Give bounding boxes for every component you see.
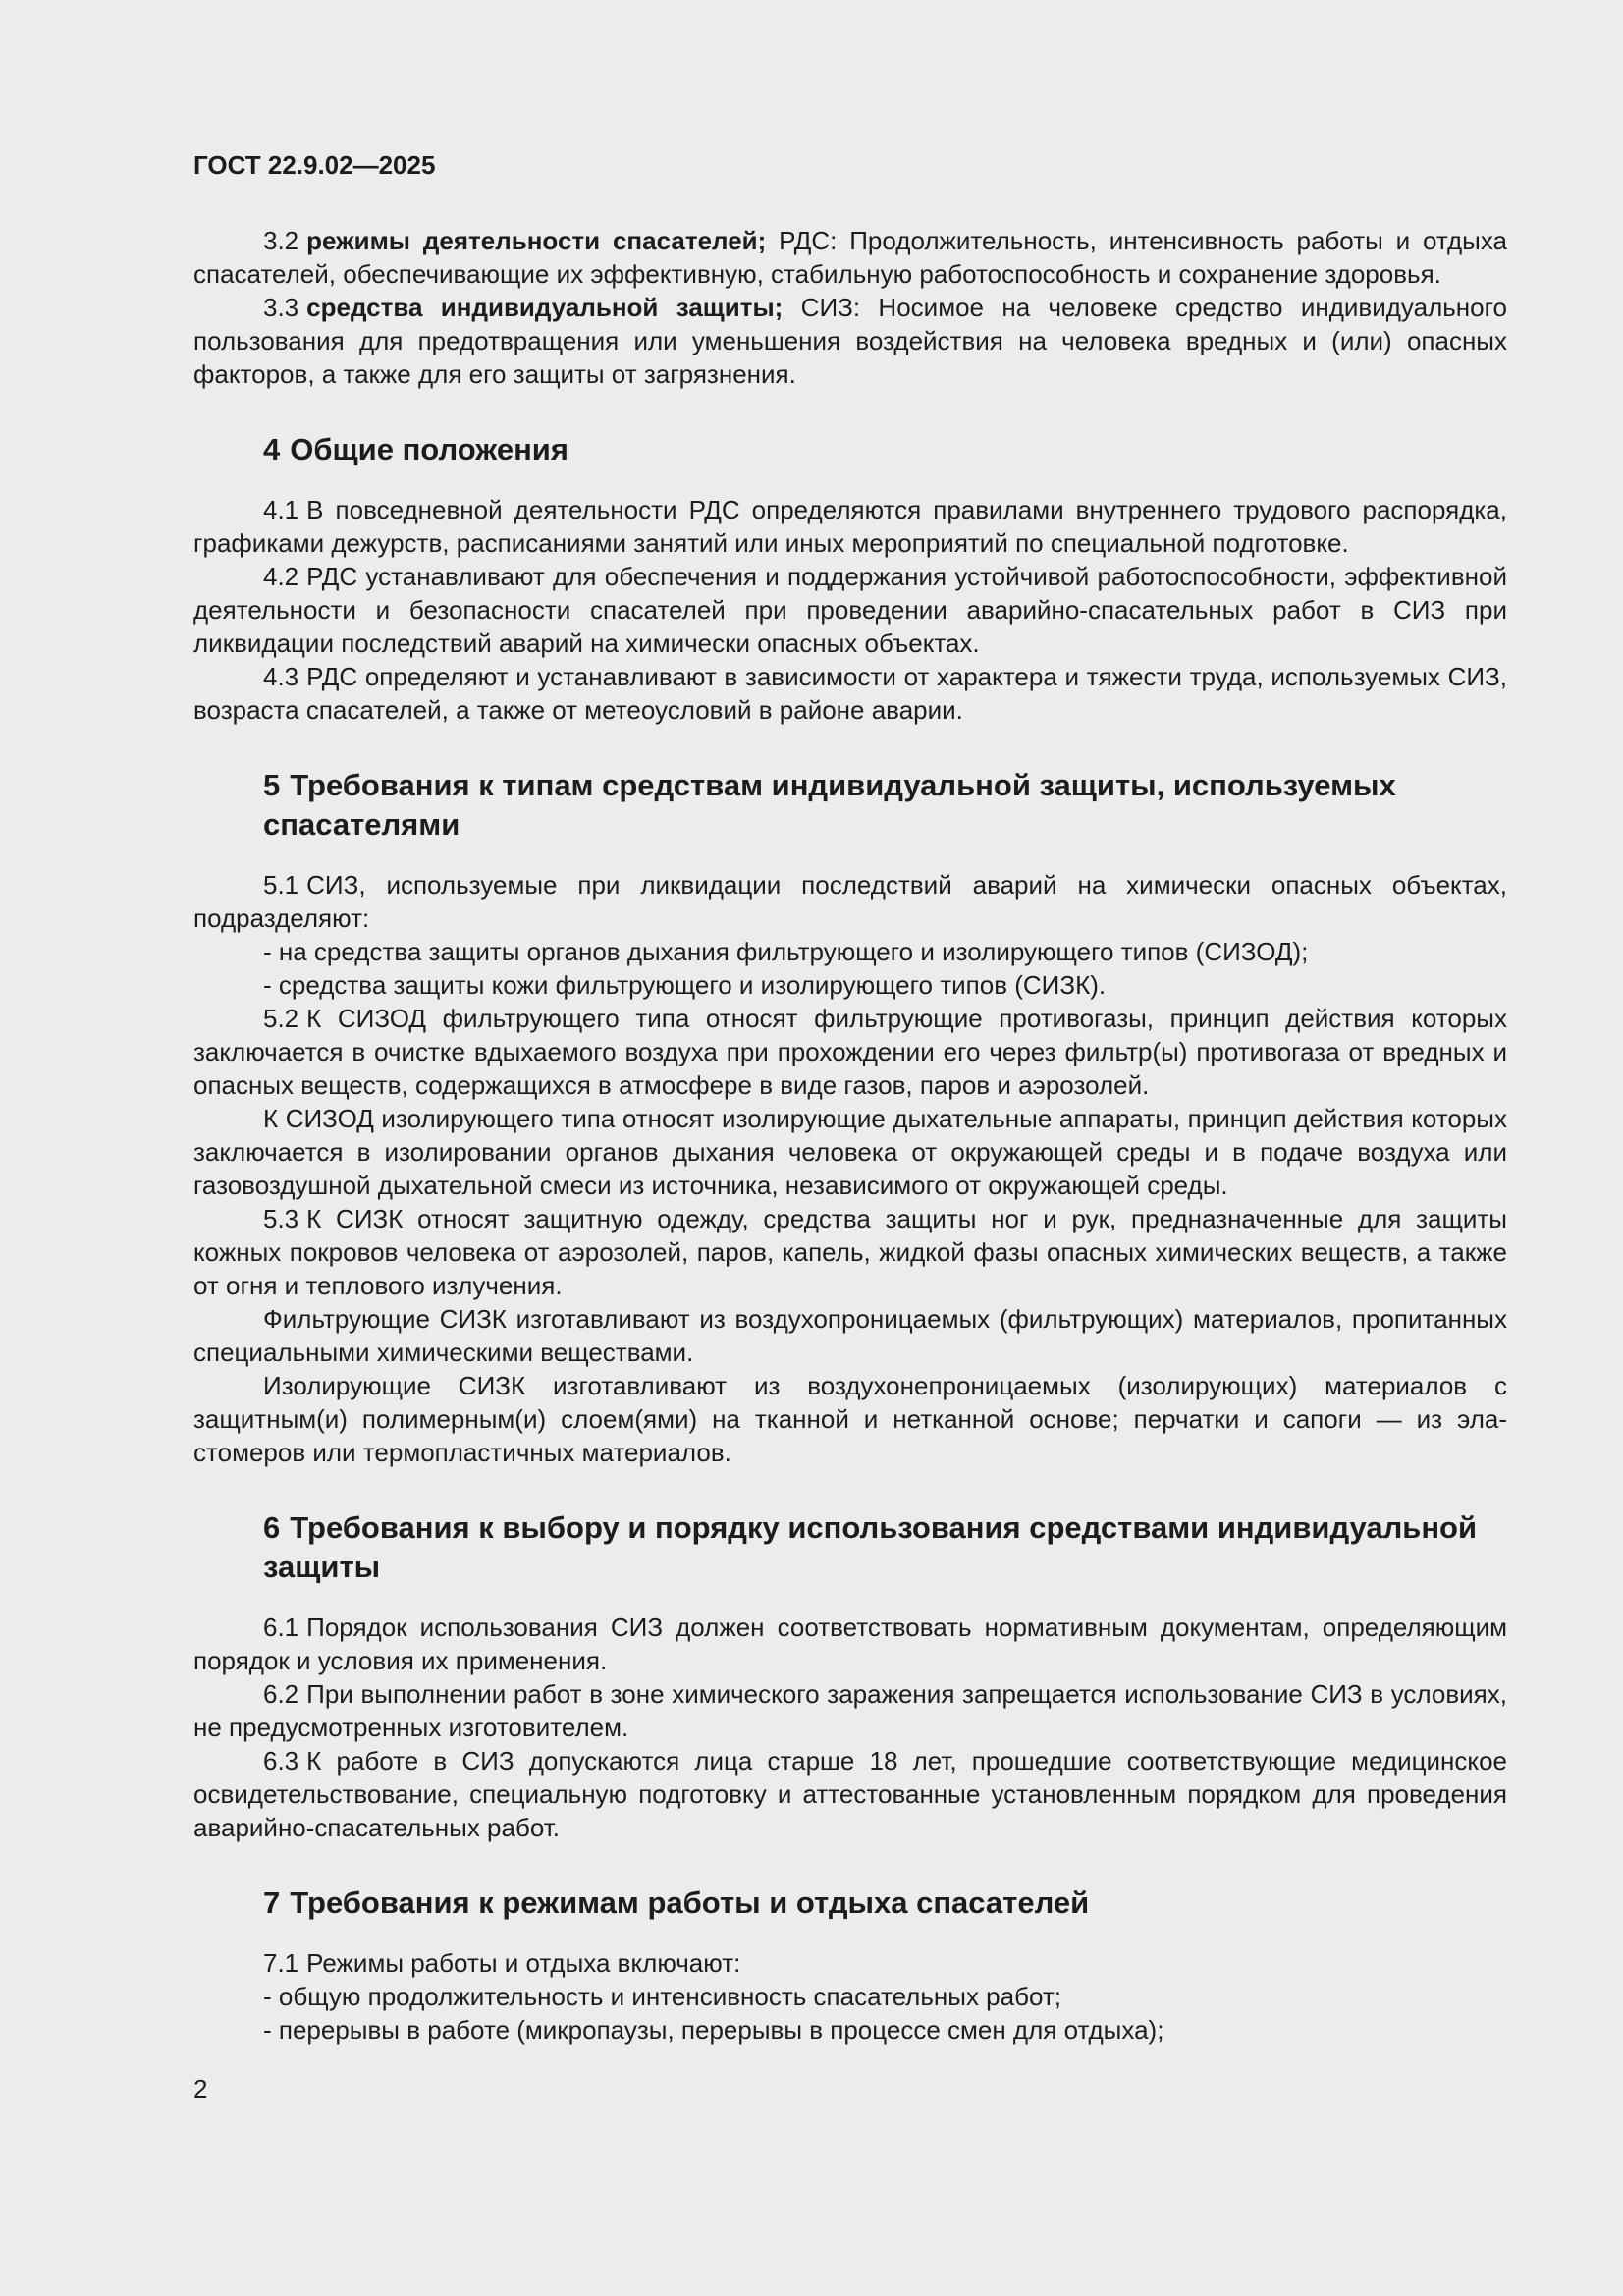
clause-7-1 — [193, 1946, 1507, 1980]
clause-number: 3.2 — [263, 226, 299, 255]
definition-text: СИЗ: Носимое на человеке средство индивидуального пользования для предотвращения или уменьшения воздействия на человека вредных и (или) опасных факторов, а также для его защиты от загрязнения. — [193, 293, 1507, 389]
section-number: 7 — [263, 1886, 281, 1920]
clause-number: 6.3 — [263, 1746, 299, 1776]
clause-5-1 — [193, 868, 1507, 935]
clause-number: 6.1 — [263, 1613, 299, 1642]
clause-text: К работе в СИЗ допускаются лица старше 18 лет, прошедшие соответствующие медицинское освидетельствование, специальную подготовку и аттестованные установленным порядком для проведения аварийно-спасательных работ. — [193, 1746, 1507, 1842]
clause-text: РДС определяют и устанавливают в зависимости от характера и тяжести труда, используемых СИЗ, возраста спасателей, а также от метеоусловий в районе аварии. — [193, 662, 1507, 725]
document-body — [193, 224, 1507, 2047]
list-item: - средства защиты кожи фильтрующего и изолирующего типов (СИЗК). — [263, 970, 1107, 1000]
clause-5-3 — [193, 1202, 1507, 1302]
definition-text: РДС: Продолжительность, интенсивность работы и отдыха спасателей, обеспечивающие их эффективную, стабильную работоспособность и сохранение здоровья. — [193, 226, 1507, 289]
section-5-heading — [263, 766, 1507, 845]
clause-text: Порядок использования СИЗ должен соответствовать нормативным документам, определяющим порядок и условия их применения. — [193, 1613, 1507, 1675]
paragraph: К СИЗОД изолирующего типа относят изолирующие дыхательные аппараты, принцип действия которых заключается в изолировании органов дыхания человека от окружающей среды и в подаче воздуха или газовоздушной дыхательной смеси из источника, независимого от окружающей среды. — [193, 1104, 1507, 1200]
clause-text: К СИЗК относят защитную одежду, средства защиты ног и рук, предназначенные для защиты кожных покровов человека от аэрозолей, паров, капель, жидкой фазы опасных химических веществ, а также от огня и теплового излучения. — [193, 1204, 1507, 1300]
clause-number: 5.1 — [263, 870, 299, 900]
section-title: Требования к выбору и порядку использования средствами индивидуальной защиты — [263, 1510, 1478, 1584]
page-number: 2 — [193, 2074, 208, 2104]
clause-6-3 — [193, 1744, 1507, 1844]
section-title: Общие положения — [290, 432, 568, 466]
section-7-heading — [263, 1884, 1507, 1923]
clause-6-1 — [193, 1611, 1507, 1677]
clause-text: При выполнении работ в зоне химического заражения запрещается использование СИЗ в условиях, не предусмотренных изготовителем. — [193, 1679, 1507, 1742]
clause-text: РДС устанавливают для обеспечения и поддержания устойчивой работоспособности, эффективной деятельности и безопасности спасателей при проведении аварийно-спасательных работ в СИЗ при ликвидации последствий аварий на химически опасных объектах. — [193, 562, 1507, 658]
clause-4-1 — [193, 493, 1507, 560]
definition-3-2 — [193, 224, 1507, 291]
clause-text: СИЗ, используемые при ликвидации последствий аварий на химически опасных объектах, подразделяют: — [193, 870, 1507, 933]
list-item: - перерывы в работе (микропаузы, перерывы в процессе смен для отдыха); — [263, 2015, 1164, 2045]
section-4-heading — [263, 430, 1507, 469]
clause-text: Режимы работы и отдыха включают: — [306, 1948, 741, 1978]
paragraph: Изолирующие СИЗК изготавливают из воздухонепроницаемых (изолирующих) материалов с защитным(и) полимерным(и) слоем(ями) на тканной и нетканной основе; перчатки и сапоги — из эластомеров или термопластичных материалов. — [193, 1371, 1507, 1467]
clause-number: 3.3 — [263, 293, 299, 322]
section-title: Требования к типам средствам индивидуальной защиты, используемых спасателями — [263, 768, 1396, 842]
section-number: 5 — [263, 768, 281, 802]
clause-number: 7.1 — [263, 1948, 299, 1978]
clause-number: 4.3 — [263, 662, 299, 691]
defined-term: режимы деятельности спасателей; — [306, 226, 767, 255]
document-code: ГОСТ 22.9.02—2025 — [193, 150, 436, 180]
clause-5-2 — [193, 1002, 1507, 1102]
list-item: - общую продолжительность и интенсивность спасательных работ; — [263, 1982, 1061, 2011]
definition-3-3 — [193, 291, 1507, 391]
clause-number: 5.2 — [263, 1004, 299, 1033]
list-item: - на средства защиты органов дыхания фильтрующего и изолирующего типов (СИЗОД); — [263, 937, 1309, 966]
section-title: Требования к режимам работы и отдыха спасателей — [290, 1886, 1090, 1920]
section-6-heading — [263, 1508, 1507, 1587]
section-number: 4 — [263, 432, 281, 466]
paragraph: Фильтрующие СИЗК изготавливают из воздухопроницаемых (фильтрующих) материалов, пропитанных специальными химическими веществами. — [193, 1304, 1507, 1367]
clause-text: К СИЗОД фильтрующего типа относят фильтрующие противогазы, принцип действия которых заключается в очистке вдыхаемого воздуха при прохождении его через фильтр(ы) противогаза от вредных и опасных веществ, содержащихся в атмосфере в виде газов, паров и аэрозолей. — [193, 1004, 1507, 1100]
clause-4-2 — [193, 560, 1507, 660]
clause-number: 4.2 — [263, 562, 299, 591]
clause-6-2 — [193, 1677, 1507, 1744]
clause-text: В повседневной деятельности РДС определяются правилами внутреннего трудового распорядка, графиками дежурств, расписаниями занятий или иных мероприятий по специальной подготовке. — [193, 495, 1507, 558]
clause-number: 4.1 — [263, 495, 299, 524]
defined-term: средства индивидуальной защиты; — [306, 293, 784, 322]
clause-number: 5.3 — [263, 1204, 299, 1233]
clause-4-3 — [193, 660, 1507, 727]
section-number: 6 — [263, 1510, 281, 1545]
clause-number: 6.2 — [263, 1679, 299, 1709]
